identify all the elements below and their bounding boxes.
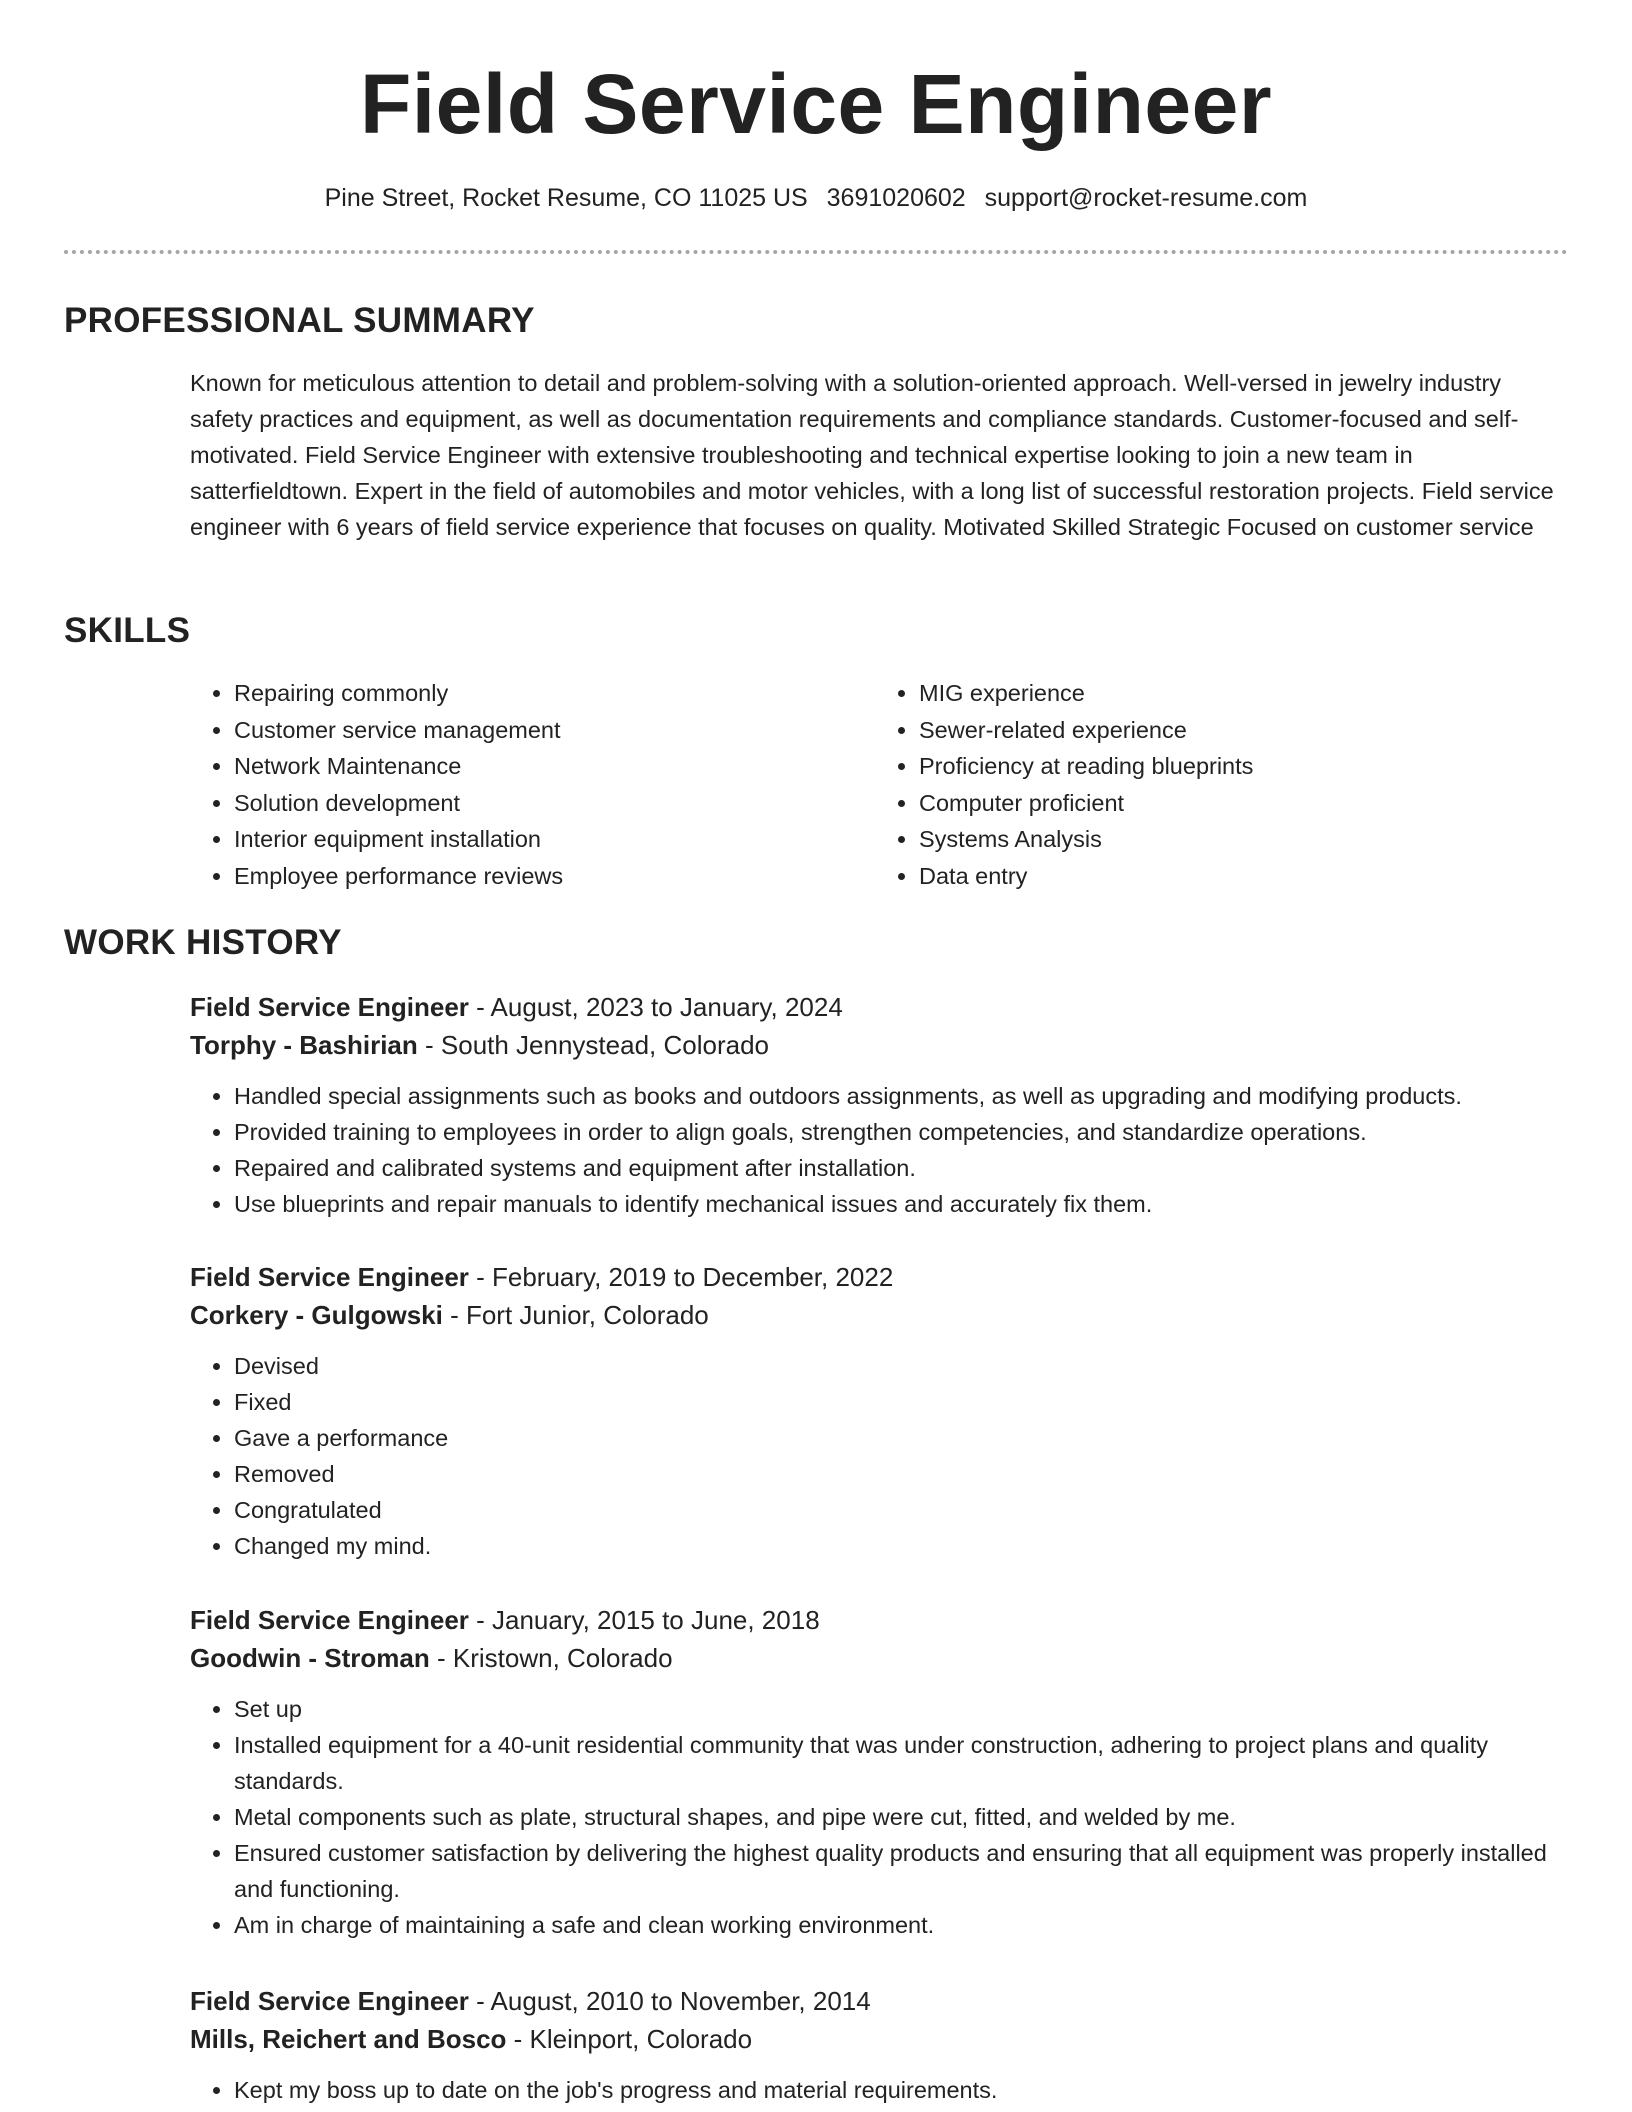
skill-item: • Interior equipment installation	[234, 821, 875, 858]
skill-item: • Solution development	[234, 785, 875, 822]
skills-list	[190, 675, 1560, 894]
skill-item: • Sewer-related experience	[919, 712, 1560, 749]
skill-item: • Network Maintenance	[234, 748, 875, 785]
job-location: - South Jennystead, Colorado	[417, 1030, 769, 1060]
job-bullet: • Kept my boss up to date on the job's progress and material requirements.	[234, 2072, 1570, 2108]
skill-item: • MIG experience	[919, 675, 1560, 712]
job-company-line	[190, 1026, 1570, 1064]
contact-phone: 3691020602	[826, 184, 966, 212]
skill-item: • Data entry	[919, 858, 1560, 895]
skill-item: • Proficiency at reading blueprints	[919, 748, 1560, 785]
job-title-line	[190, 1982, 1570, 2020]
job-bullet: • Gave a performance	[234, 1420, 1570, 1456]
work-heading-text: WORK HISTORY	[64, 923, 342, 962]
contact-email: support@rocket-resume.com	[984, 184, 1308, 212]
job-dates: - February, 2019 to December, 2022	[468, 1262, 894, 1292]
job-dates: - August, 2023 to January, 2024	[468, 992, 843, 1022]
job-bullets	[190, 1078, 1570, 1222]
job-bullet: • Installed equipment for a 40-unit residential community that was under construction, adhering to project plans and quality standards.	[234, 1727, 1570, 1799]
skills-column-right	[875, 675, 1560, 894]
job-bullet: • Am in charge of maintaining a safe and clean working environment.	[234, 1907, 1570, 1943]
job-company-line	[190, 2020, 1570, 2058]
job-entry	[190, 1982, 1570, 2108]
job-title: Field Service Engineer	[190, 992, 469, 1022]
job-title-line	[190, 1258, 1570, 1296]
job-company: Corkery - Gulgowski	[190, 1300, 443, 1330]
job-dates: - January, 2015 to June, 2018	[468, 1605, 820, 1635]
job-entry	[190, 988, 1570, 1222]
job-title: Field Service Engineer	[190, 1262, 469, 1292]
job-bullet: • Removed	[234, 1456, 1570, 1492]
skill-item: • Employee performance reviews	[234, 858, 875, 895]
job-bullet: • Provided training to employees in order to align goals, strengthen competencies, and standardize operations.	[234, 1114, 1570, 1150]
job-title-line	[190, 1601, 1570, 1639]
job-bullet: • Congratulated	[234, 1492, 1570, 1528]
job-bullet: • Metal components such as plate, structural shapes, and pipe were cut, fitted, and welded by me.	[234, 1799, 1570, 1835]
job-title: Field Service Engineer	[190, 1605, 469, 1635]
job-bullet: • Handled special assignments such as books and outdoors assignments, as well as upgrading and modifying products.	[234, 1078, 1570, 1114]
job-title-line	[190, 988, 1570, 1026]
resume-name: Field Service Engineer	[359, 57, 1273, 151]
job-bullet: • Ensured customer satisfaction by delivering the highest quality products and ensuring that all equipment was properly installed and functioning.	[234, 1835, 1570, 1907]
job-title: Field Service Engineer	[190, 1986, 469, 2016]
job-location: - Kleinport, Colorado	[506, 2024, 753, 2054]
summary-heading	[64, 298, 535, 344]
summary-text: Known for meticulous attention to detail and problem-solving with a solution-oriented approach. Well-versed in jewelry industry safety practices and equipment, as well as documentation requirements and compliance standards. Customer-focused and self-motivated. Field Service Engineer with extensive troubleshooting and technical expertise looking to join a new team in satterfieldtown. Expert in the field of automobiles and motor vehicles, with a long list of successful restoration projects. Field service engineer with 6 years of field service experience that focuses on quality. Motivated Skilled Strategic Focused on customer service	[190, 370, 1554, 540]
job-entry	[190, 1601, 1570, 1943]
skill-item: • Customer service management	[234, 712, 875, 749]
job-company: Torphy - Bashirian	[190, 1030, 418, 1060]
contact-address: Pine Street, Rocket Resume, CO 11025 US	[324, 184, 808, 212]
job-bullet: • Set up	[234, 1691, 1570, 1727]
job-location: - Kristown, Colorado	[429, 1643, 673, 1673]
skill-item: • Computer proficient	[919, 785, 1560, 822]
job-entry	[190, 1258, 1570, 1564]
contact-line	[0, 180, 1632, 216]
job-dates: - August, 2010 to November, 2014	[468, 1986, 871, 2016]
skill-item: • Repairing commonly	[234, 675, 875, 712]
skill-item: • Systems Analysis	[919, 821, 1560, 858]
job-bullets	[190, 1691, 1570, 1943]
job-company-line	[190, 1296, 1570, 1334]
header-divider	[64, 250, 1568, 254]
summary-heading-text: PROFESSIONAL SUMMARY	[64, 301, 535, 340]
job-company-line	[190, 1639, 1570, 1677]
job-bullet: • Repaired and calibrated systems and equipment after installation.	[234, 1150, 1570, 1186]
skills-heading	[64, 608, 190, 654]
job-bullets	[190, 1348, 1570, 1564]
job-bullet: • Changed my mind.	[234, 1528, 1570, 1564]
job-bullet: • Devised	[234, 1348, 1570, 1384]
job-company: Mills, Reichert and Bosco	[190, 2024, 507, 2054]
job-bullet: • Use blueprints and repair manuals to identify mechanical issues and accurately fix them.	[234, 1186, 1570, 1222]
skills-heading-text: SKILLS	[64, 611, 191, 650]
job-company: Goodwin - Stroman	[190, 1643, 430, 1673]
job-bullets	[190, 2072, 1570, 2108]
job-location: - Fort Junior, Colorado	[442, 1300, 709, 1330]
work-heading	[64, 920, 342, 966]
skills-column-left	[190, 675, 875, 894]
job-bullet: • Fixed	[234, 1384, 1570, 1420]
